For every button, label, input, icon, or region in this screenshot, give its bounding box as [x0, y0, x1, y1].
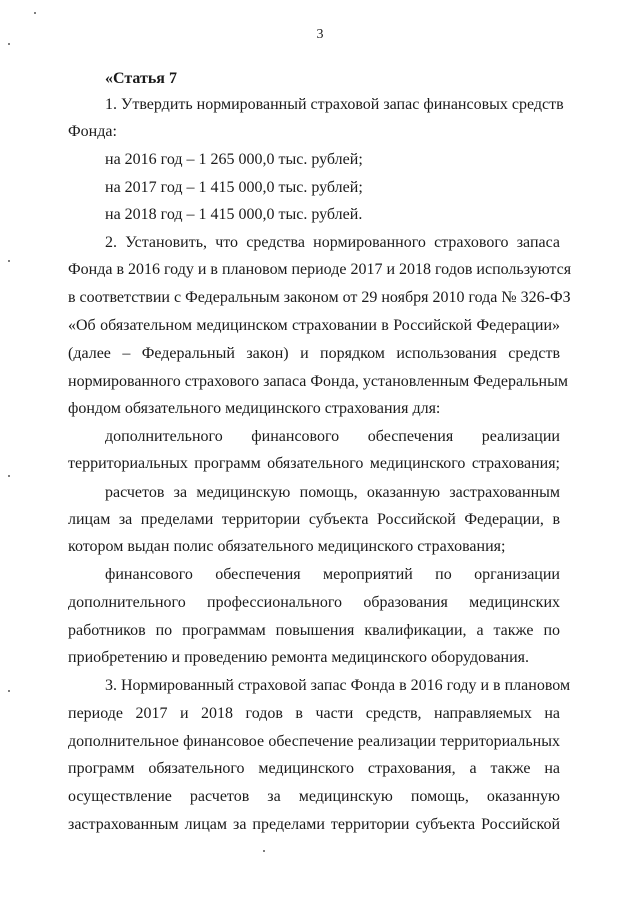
text-line: работников по программам повышения квалификации, а также по	[68, 622, 560, 639]
article-heading: «Статья 7	[105, 70, 177, 87]
text-line: программ обязательного медицинского страхования, а также на	[68, 760, 560, 777]
scan-speck	[8, 690, 10, 692]
text-line: «Об обязательном медицинском страховании в Российской Федерации»	[68, 317, 560, 334]
text-line: котором выдан полис обязательного медицинского страхования;	[68, 538, 506, 555]
text-line: Фонда:	[68, 123, 117, 140]
scan-speck	[34, 12, 36, 14]
scan-speck	[8, 260, 10, 262]
text-line: в соответствии с Федеральным законом от 29 ноября 2010 года № 326-ФЗ	[68, 289, 571, 306]
text-line: нормированного страхового запаса Фонда, установленным Федеральным	[68, 373, 568, 390]
text-line: приобретению и проведению ремонта медицинского оборудования.	[68, 649, 530, 666]
text-line: дополнительного финансового обеспечения реализации	[105, 428, 560, 445]
scan-speck	[8, 43, 10, 45]
text-line: дополнительного профессионального образования медицинских	[68, 594, 560, 611]
scan-speck	[263, 850, 265, 852]
text-line: лицам за пределами территории субъекта Российской Федерации, в	[68, 511, 560, 528]
text-line: фондом обязательного медицинского страхования для:	[68, 400, 441, 417]
page-number: 3	[316, 27, 324, 42]
text-line: 1. Утвердить нормированный страховой запас финансовых средств	[105, 96, 564, 113]
text-line: (далее – Федеральный закон) и порядком использования средств	[68, 345, 560, 362]
text-line: 2. Установить, что средства нормированного страхового запаса	[105, 234, 560, 251]
text-line: на 2016 год – 1 265 000,0 тыс. рублей;	[105, 151, 363, 168]
text-line: на 2018 год – 1 415 000,0 тыс. рублей.	[105, 206, 363, 223]
text-line: периоде 2017 и 2018 годов в части средств, направляемых на	[68, 705, 560, 722]
text-line: 3. Нормированный страховой запас Фонда в 2016 году и в плановом	[105, 677, 571, 694]
text-line: осуществление расчетов за медицинскую помощь, оказанную	[68, 788, 560, 805]
text-line: дополнительное финансовое обеспечение реализации территориальных	[68, 733, 560, 750]
text-line: финансового обеспечения мероприятий по организации	[105, 566, 560, 583]
text-line: Фонда в 2016 году и в плановом периоде 2017 и 2018 годов используются	[68, 261, 572, 278]
text-line: на 2017 год – 1 415 000,0 тыс. рублей;	[105, 179, 363, 196]
scan-speck	[8, 475, 10, 477]
text-line: застрахованным лицам за пределами территории субъекта Российской	[68, 816, 560, 833]
text-line: территориальных программ обязательного медицинского страхования;	[68, 455, 560, 472]
text-line: расчетов за медицинскую помощь, оказанную застрахованным	[105, 484, 560, 501]
